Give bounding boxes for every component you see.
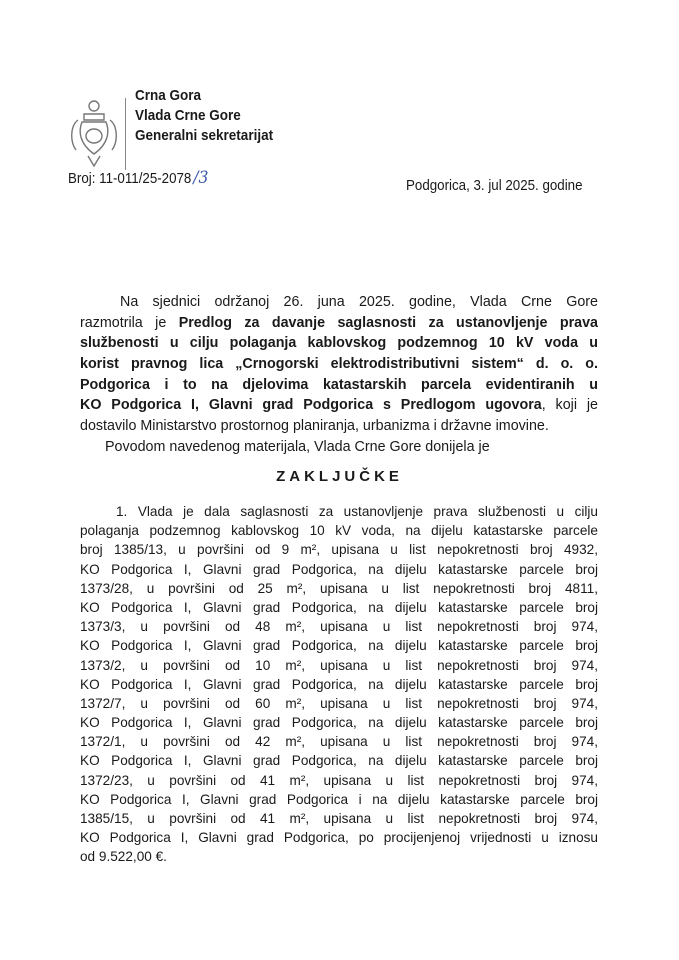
intro-bold-text: KO Podgorica I, Glavni grad Podgorica s Predlogom ugovora <box>80 397 542 414</box>
conclusion-line: KO Podgorica I, Glavni grad Podgorica, na dijelu katastarske parcele broj <box>80 676 598 692</box>
org-secretariat: Generalni sekretarijat <box>135 127 274 144</box>
coat-of-arms-emblem <box>68 98 120 170</box>
section-title: ZAKLJUČKE <box>276 468 403 485</box>
intro-bold-text: Podgorica i to na djelovima katastarskih parcela evidentiranih u <box>80 376 598 393</box>
conclusion-line: KO Podgorica I, Glavni grad Podgorica, po procijenjenoj vrijednosti u iznosu <box>80 830 598 846</box>
intro-text: , koji je <box>541 397 598 414</box>
conclusion-line: KO Podgorica I, Glavni grad Podgorica i na dijelu katastarske parcele broj <box>80 791 598 807</box>
organization-block <box>135 86 273 146</box>
conclusion-line: 1372/23, u površini od 41 m², upisana u list nepokretnosti broj 974, <box>80 772 598 788</box>
conclusion-line: od 9.522,00 €. <box>80 849 167 865</box>
conclusion-line: polaganja podzemnog kablovskog 10 kV voda, na dijelu katastarske parcele <box>80 523 598 539</box>
intro-bold-text: korist pravnog lica „Crnogorski elektrodistributivni sistem“ d. o. o. <box>80 356 598 373</box>
conclusion-line: KO Podgorica I, Glavni grad Podgorica, na dijelu katastarske parcele broj <box>80 715 598 731</box>
intro-bold-text: Predlog za davanje saglasnosti za ustanovljenje prava <box>178 314 598 331</box>
intro-line <box>80 333 598 354</box>
handwritten-number: /3 <box>193 168 209 188</box>
conclusion-line: 1. Vlada je dala saglasnosti za ustanovljenje prava službenosti u cilju <box>116 504 598 519</box>
conclusion-line: KO Podgorica I, Glavni grad Podgorica, na dijelu katastarske parcele broj <box>80 638 598 654</box>
org-country: Crna Gora <box>135 87 202 104</box>
intro-line: dostavilo Ministarstvo prostornog planiranja, urbanizma i državne imovine. <box>80 418 549 435</box>
conclusion-line: 1373/3, u površini od 48 m², upisana u list nepokretnosti broj 974, <box>80 619 598 635</box>
document-number-text: Broj: 11-011/25-2078 <box>68 171 192 187</box>
place-date: Podgorica, 3. jul 2025. godine <box>406 178 583 194</box>
conclusion-line: broj 1385/13, u površini od 9 m², upisana u list nepokretnosti broj 4932, <box>80 542 598 558</box>
intro-line <box>80 313 598 334</box>
conclusion-line: 1372/7, u površini od 60 m², upisana u list nepokretnosti broj 974, <box>80 695 598 711</box>
intro-bold-text: službenosti u cilju polaganja kablovskog podzemnog 10 kV voda u <box>80 335 598 352</box>
intro-line <box>80 354 598 375</box>
header-divider <box>125 98 126 170</box>
intro-text: razmotrila je <box>80 314 179 331</box>
conclusion-line: KO Podgorica I, Glavni grad Podgorica, na dijelu katastarske parcele broj <box>80 753 598 769</box>
intro-paragraph <box>80 292 598 458</box>
conclusions-list <box>80 502 598 867</box>
conclusion-line: 1372/1, u površini od 42 m², upisana u list nepokretnosti broj 974, <box>80 734 598 750</box>
intro-line: Povodom navedenog materijala, Vlada Crne Gore donijela je <box>105 438 490 455</box>
org-government: Vlada Crne Gore <box>135 107 241 124</box>
intro-line <box>80 375 598 396</box>
conclusion-line: KO Podgorica I, Glavni grad Podgorica, na dijelu katastarske parcele broj <box>80 599 598 615</box>
conclusion-line: 1373/2, u površini od 10 m², upisana u list nepokretnosti broj 974, <box>80 657 598 673</box>
conclusion-line: KO Podgorica I, Glavni grad Podgorica, na dijelu katastarske parcele broj <box>80 561 598 577</box>
conclusion-line: 1385/15, u površini od 41 m², upisana u list nepokretnosti broj 974, <box>80 811 598 826</box>
intro-line <box>80 395 598 416</box>
document-number <box>68 168 208 188</box>
conclusion-line: 1373/28, u površini od 25 m², upisana u list nepokretnosti broj 4811, <box>80 580 598 596</box>
intro-line: Na sjednici održanoj 26. juna 2025. godine, Vlada Crne Gore <box>120 294 598 310</box>
